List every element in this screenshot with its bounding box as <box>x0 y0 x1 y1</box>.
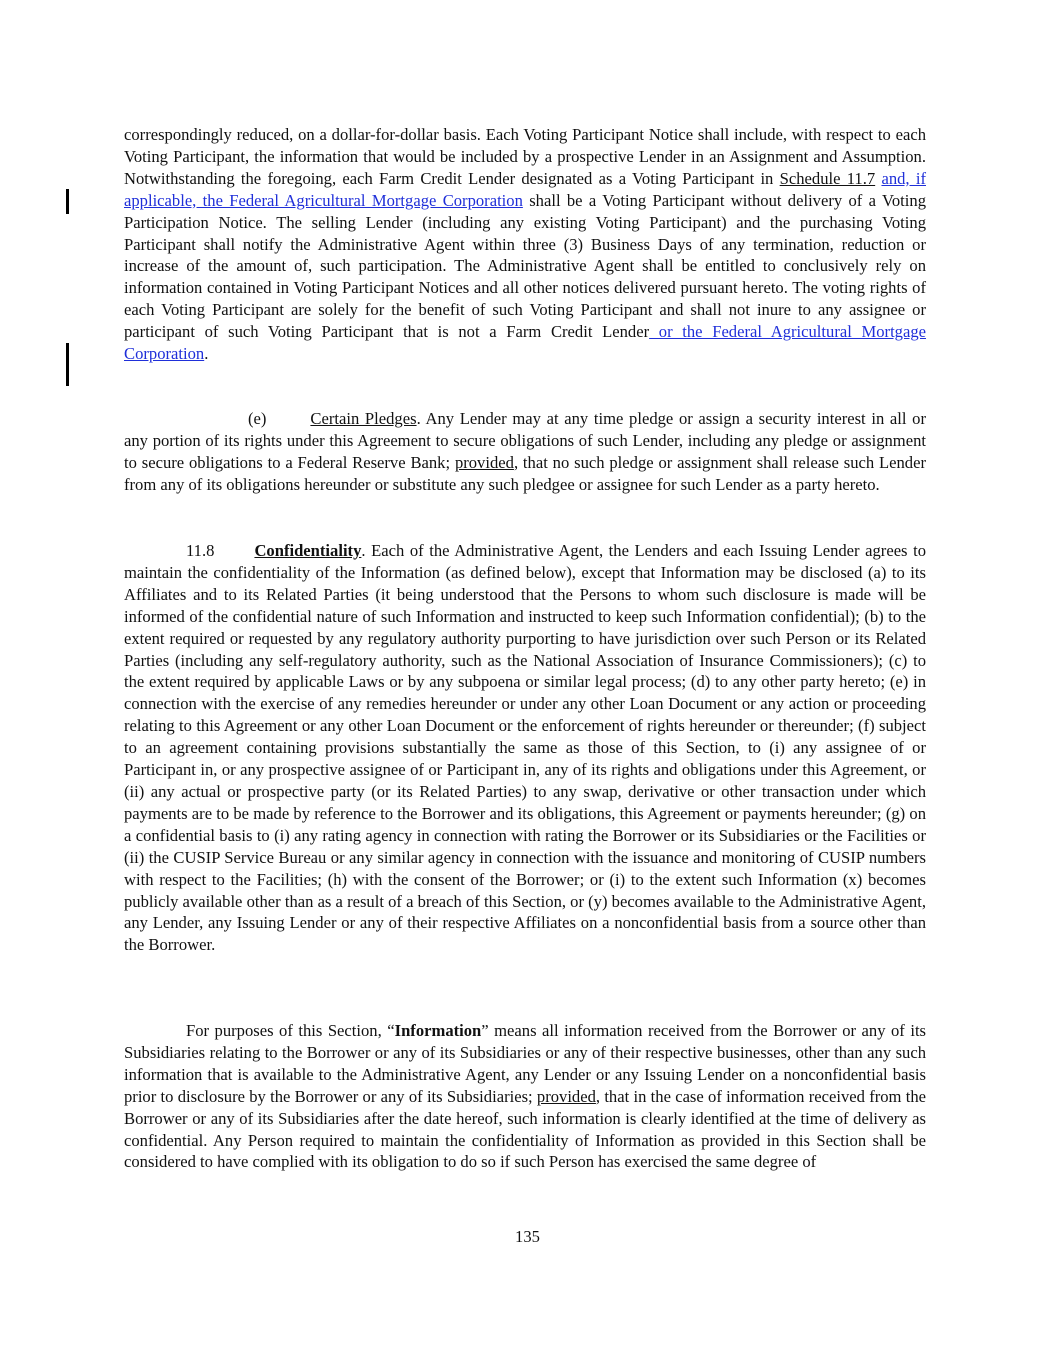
paragraph-text: , that in the case of information received from the Borrower or any of its Subsidiaries after the date hereof, such information is clearly identified at the time of delivery as confidential. Any Person required to maintain the confidentiality of Information as provided in this Section shall be considered to have complied with its obligation to do so if such Person has exercised the same degree of <box>124 1086 926 1172</box>
inserted-text: and, if applicable, the Federal Agricultural Mortgage Corporation <box>124 168 926 210</box>
paragraph-text: ” means all information received from the Borrower or any of its Subsidiaries relating to the Borrower or any of its Subsidiaries or any of their respective businesses, other than any such information that is available to the Administrative Agent, any Lender or any Issuing Lender on a nonconfidential basis prior to disclosure by the Borrower or any of its Subsidiaries; <box>124 1021 927 1106</box>
clause-heading: Certain Pledges <box>310 409 417 428</box>
paragraph-certain-pledges <box>124 408 926 496</box>
provided-term: provided <box>454 452 514 472</box>
paragraph-text: correspondingly reduced, on a dollar-for-dollar basis. Each Voting Participant Notice shall include, with respect to each Voting Participant, the information that would be included by a prospective Lender in an Assignment and Assumption. Notwithstanding the foregoing, each Farm Credit Lender designated as a Voting Participant in <box>124 125 926 188</box>
change-bar <box>66 343 69 386</box>
change-bar <box>66 189 69 214</box>
paragraph-text: For purposes of this Section, “ <box>186 1021 395 1040</box>
paragraph-text: . Each of the Administrative Agent, the Lenders and each Issuing Lender agrees to maintain the confidentiality of the Information (as defined below), except that Information may be disclosed (a) to its Affiliates and to its Related Parties (it being understood that the Persons to whom such disclosure is made will be informed of the confidential nature of such Information and instructed to keep such Information confidential); (b) to the extent required or requested by any regulatory authority purporting to have jurisdiction over such Person or its Related Parties (including any self-regulatory authority, such as the National Association of Insurance Commissioners); (c) to the extent required by applicable Laws or by any subpoena or similar legal process; (d) to any other party hereto; (e) in connection with the exercise of any remedies hereunder or under any other Loan Document or any action or proceeding relating to this Agreement or any other Loan Document or the enforcement of rights hereunder or thereunder; (f) subject to an agreement containing provisions substantially the same as those of this Section, to (i) any assignee of or Participant in, or any prospective assignee of or Participant in, any of its rights and obligations under this Agreement, or (ii) any actual or prospective party (or its Related Parties) to any swap, derivative or other transaction under which payments are to be made by reference to the Borrower and its obligations, this Agreement or payments hereunder; (g) on a confidential basis to (i) any rating agency in connection with rating the Borrower or its Subsidiaries or the Facilities or (ii) the CUSIP Service Bureau or any similar agency in connection with the issuance and monitoring of CUSIP numbers with respect to the Facilities; (h) with the consent of the Borrower; or (i) to the extent such Information (x) becomes publicly available other than as a result of a breach of this Section, or (y) becomes available to the Administrative Agent, any Lender, any Issuing Lender or any of their respective Affiliates on a nonconfidential basis from a source other than the Borrower. <box>124 541 926 955</box>
clause-label: (e) <box>248 409 267 428</box>
paragraph-text: shall be a Voting Participant without delivery of a Voting Participation Notice. The selling Lender (including any existing Voting Participant) and the purchasing Voting Participant shall notify the Administrative Agent within three (3) Business Days of any termination, reduction or increase of the amount of, such participation. The Administrative Agent shall be entitled to conclusively rely on information contained in Voting Participant Notices and all other notices delivered pursuant hereto. The voting rights of each Voting Participant are solely for the benefit of such Voting Participant and shall not inure to any assignee or participant of such Voting Participant that is not a Farm Credit Lender <box>124 190 926 342</box>
paragraph-text: . <box>204 344 209 364</box>
paragraph-text: , that no such pledge or assignment shall release such Lender from any of its obligations hereunder or substitute any such pledgee or assignee for such Lender as a party hereto. <box>124 452 926 494</box>
section-confidentiality <box>124 540 926 956</box>
section-heading: Confidentiality <box>254 541 362 560</box>
paragraph-information-definition <box>124 1020 926 1173</box>
schedule-reference: Schedule 11.7 <box>779 168 876 188</box>
page-number: 135 <box>515 1227 540 1246</box>
provided-term: provided <box>536 1086 596 1106</box>
inserted-text: or the Federal Agricultural Mortgage Corporation <box>124 322 926 364</box>
section-number: 11.8 <box>186 541 215 560</box>
paragraph-voting-participant <box>124 124 926 365</box>
defined-term: Information <box>394 1021 482 1040</box>
paragraph-text: . Any Lender may at any time pledge or assign a security interest in all or any portion of its rights under this Agreement to secure obligations of such Lender, including any pledge or assignment to secure obligations to a Federal Reserve Bank; <box>124 409 926 472</box>
